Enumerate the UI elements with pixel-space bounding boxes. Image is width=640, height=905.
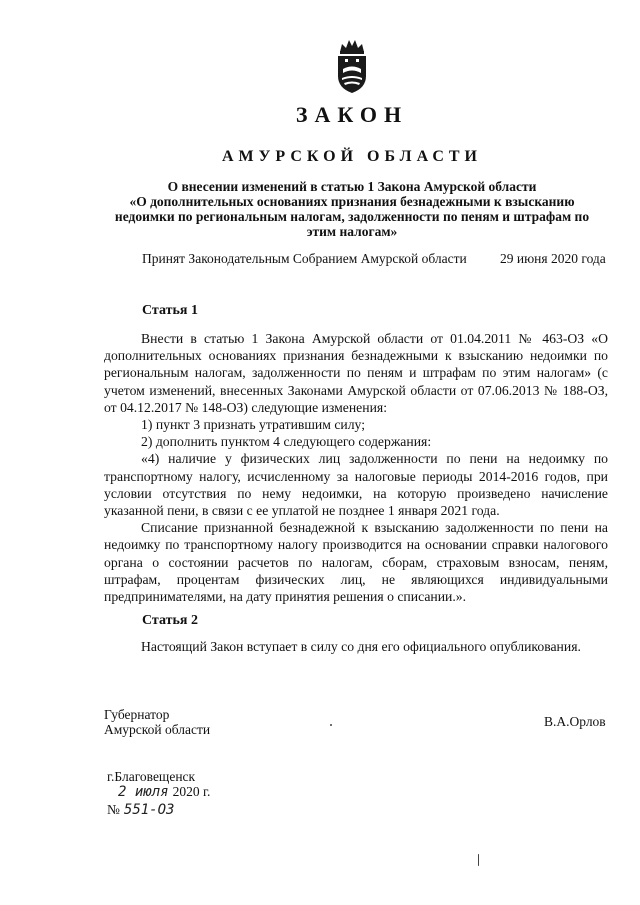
signing-date [118,783,210,801]
adoption-date: 29 июня 2020 года [500,251,606,266]
article-1-title: Статья 1 [142,303,198,318]
handwritten-number: 551-ОЗ [123,802,175,818]
handwritten-date: 2 июля [118,784,169,800]
article-1-paragraph: 2) дополнить пунктом 4 следующего содержания: [141,434,432,450]
law-number [107,801,174,819]
signatory-position [104,707,210,737]
article-1-paragraph: Списание признанной безнадежной к взысканию задолженности по пени на недоимку по транспортному налогу производится на основании справки налогового органа о состоянии расчетов по налогам, сборам, страховым взносам, пеням, штрафам, процентам физических лиц, не являющихся индивидуальными предпринимателями, на дату принятия решения о списании.». [104,520,608,605]
region-title: АМУРСКОЙ ОБЛАСТИ [222,148,482,165]
signatory-name: В.А.Орлов [544,714,606,729]
article-2-paragraph: Настоящий Закон вступает в силу со дня его официального опубликования. [141,639,581,654]
adoption-statement: Принят Законодательным Собранием Амурской области [142,251,467,266]
coat-of-arms-icon [331,36,373,96]
article-1-paragraph: «4) наличие у физических лиц задолженности по пени на недоимку по транспортному налогу, исчисленному за налоговые периоды 2014-2016 годов, при условии отсутствия по нему недоимки, на которую произведено начисление указанной пени, в связи с ее уплатой не позднее 1 января 2021 года. [104,451,608,519]
law-title: ЗАКОН [295,102,409,127]
heading-line: О внесении изменений в статью 1 Закона Амурской области [167,179,537,194]
scan-speck [478,854,479,866]
article-1-paragraph: Внести в статью 1 Закона Амурской области от 01.04.2011 № 463-ОЗ «О дополнительных основаниях признания безнадежными к взысканию недоимки по региональным налогам, задолженности по пеням и штрафам по этим налогам» (с учетом изменений, внесенных Законами Амурской области от 07.06.2013 № 188-ОЗ, от 04.12.2017 № 148-ОЗ) следующие изменения: [104,331,608,415]
law-heading [100,179,604,239]
heading-line: этим налогам» [306,224,398,239]
heading-line: «О дополнительных основаниях признания безнадежными к взысканию [129,194,575,209]
position-line: Амурской области [104,722,211,737]
article-2-title: Статья 2 [142,613,198,628]
heading-line: недоимки по региональным налогам, задолженности по пеням и штрафам по [114,209,590,224]
article-1-paragraph: 1) пункт 3 признать утратившим силу; [141,417,366,433]
position-line: Губернатор [104,707,170,722]
number-sign: № [107,802,120,817]
article-1-body [104,330,608,605]
scan-speck [330,724,332,726]
printed-year: 2020 г. [172,784,211,799]
article-2-body [104,638,608,655]
city-name: г.Благовещенск [107,769,196,784]
